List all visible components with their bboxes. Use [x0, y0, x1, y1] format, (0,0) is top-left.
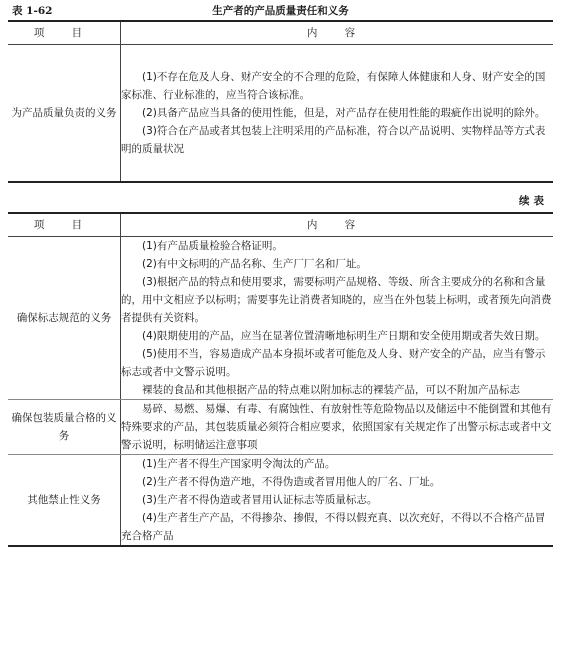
row-item: 其他禁止性义务: [8, 455, 121, 547]
header-content: 内 容: [121, 21, 554, 45]
content-paragraph: (2)具备产品应当具备的使用性能，但是，对产品存在使用性能的瑕疵作出说明的除外。: [142, 107, 546, 119]
content-paragraph: (1)生产者不得生产国家明令淘汰的产品。: [142, 458, 336, 470]
row-item: 确保包装质量合格的义务: [8, 400, 121, 455]
row-content: [121, 455, 554, 547]
content-paragraph: (3)符合在产品或者其包装上注明采用的产品标准，符合以产品说明、实物样品等方式表明的质量状况: [121, 125, 546, 155]
content-paragraph: 裸装的食品和其他根据产品的特点难以附加标志的裸装产品，可以不附加产品标志: [142, 384, 520, 396]
row-content: [121, 237, 554, 400]
table-row: [8, 45, 553, 183]
content-paragraph: 易碎、易燃、易爆、有毒、有腐蚀性、有放射性等危险物品以及储运中不能倒置和其他有特殊要求的产品，其包装质量必须符合相应要求，依照国家有关规定作了出警示标志或者中文警示说明，标明储运注意事项: [121, 403, 552, 451]
table-row: [8, 237, 553, 400]
row-content: [121, 45, 554, 183]
table-row: [8, 455, 553, 547]
content-paragraph: (3)生产者不得伪造或者冒用认证标志等质量标志。: [142, 494, 378, 506]
table-header-row: [8, 213, 553, 237]
header-content: 内 容: [121, 213, 554, 237]
table-row: [8, 400, 553, 455]
content-paragraph: (4)限期使用的产品，应当在显著位置清晰地标明生产日期和安全使用期或者失效日期。: [142, 330, 546, 342]
header-item: 项 目: [8, 21, 121, 45]
content-paragraph: (3)根据产品的特点和使用要求，需要标明产品规格、等级、所含主要成分的名称和含量的，用中文相应予以标明；需要事先让消费者知晓的，应当在外包装上标明，或者预先向消费者提供有关资料。: [121, 276, 552, 324]
content-paragraph: (1)不存在危及人身、财产安全的不合理的危险，有保障人体健康和人身、财产安全的国家标准、行业标准的，应当符合该标准。: [121, 71, 546, 101]
continued-label: 续表: [519, 195, 548, 207]
table-label: 表 1-62: [12, 5, 53, 17]
content-paragraph: (5)使用不当，容易造成产品本身损坏或者可能危及人身、财产安全的产品，应当有警示标志或者中文警示说明。: [121, 348, 546, 378]
content-paragraph: (4)生产者生产产品，不得掺杂、掺假，不得以假充真、以次充好，不得以不合格产品冒充合格产品: [121, 512, 546, 542]
content-paragraph: (1)有产品质量检验合格证明。: [142, 240, 283, 252]
row-item: 确保标志规范的义务: [8, 237, 121, 400]
table-part-1: [8, 20, 553, 183]
row-item: 为产品质量负责的义务: [8, 45, 121, 183]
header-item: 项 目: [8, 213, 121, 237]
content-paragraph: (2)生产者不得伪造产地，不得伪造或者冒用他人的厂名、厂址。: [142, 476, 441, 488]
table-title: 生产者的产品质量责任和义务: [212, 5, 349, 17]
content-paragraph: (2)有中文标明的产品名称、生产厂厂名和厂址。: [142, 258, 367, 270]
row-content: [121, 400, 554, 455]
table-part-2: [8, 212, 553, 547]
table-header-row: [8, 21, 553, 45]
table-caption: [8, 2, 553, 18]
